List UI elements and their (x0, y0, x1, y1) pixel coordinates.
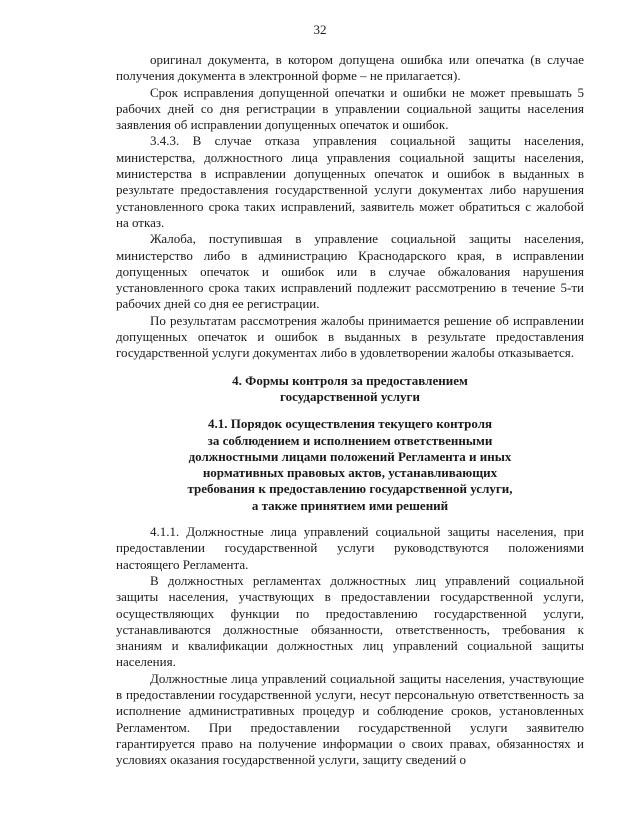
subsection-heading-line: а также принятием ими решений (251, 497, 449, 513)
page-number: 32 (313, 22, 327, 37)
subsection-heading-line: за соблюдением и исполнением ответственными (207, 432, 493, 448)
paragraph-complaint-result: По результатам рассмотрения жалобы принимается решение об исправлении допущенных опечаток и ошибок в выданных в результате предоставления государственной услуги документах либо в удовлетворении жалобы отказывается. (116, 312, 584, 361)
subsection-heading-line: должностными лицами положений Регламента и иных (188, 448, 512, 464)
section-heading-line: 4. Формы контроля за предоставлением (232, 372, 468, 388)
paragraph-responsibility: Должностные лица управлений социальной защиты населения, участвующие в предоставлении государственной услуги, несут персональную ответственность за исполнение административных процедур и соблюдение сроков, установленных Регламентом. При предоставлении государственной услуги заявителю гарантируется право на получение информации о своих правах, обязанностях и условиях оказания государственной услуги, защиту сведений о (116, 670, 584, 768)
section-heading-4 (116, 373, 584, 406)
paragraph-job-regulations: В должностных регламентах должностных лиц управлений социальной защиты населения, участвующих в предоставлении государственной услуги, осуществляющих функции по предоставлению государственной услуги, устанавливаются должностные обязанности, ответственность, требования к знаниям и квалификации должностных лиц управлений социальной защиты населения. (116, 572, 584, 670)
subsection-heading-line: нормативных правовых актов, устанавливающих (202, 465, 498, 481)
subsection-heading-4-1 (116, 416, 584, 514)
paragraph-correction-term: Срок исправления допущенной опечатки и ошибки не может превышать 5 рабочих дней со дня регистрации в управлении социальной защиты населения заявления об исправлении допущенных опечаток и ошибок. (116, 84, 584, 133)
subsection-heading-line: требования к предоставлению государственной услуги, (187, 481, 513, 497)
page-content (116, 52, 584, 768)
section-heading-line: государственной услуги (280, 388, 420, 404)
paragraph-3-4-3: 3.4.3. В случае отказа управления социальной защиты населения, министерства, должностного лица управления социальной защиты населения, министерства в исправлении допущенных опечаток и ошибок в выданных в результате предоставления государственной услуги документах либо нарушения установленного срока таких исправлений, заявитель может обратиться с жалобой на отказ. (116, 133, 584, 230)
paragraph-continuation: оригинал документа, в котором допущена ошибка или опечатка (в случае получения документа в электронной форме – не прилагается). (116, 52, 584, 84)
subsection-heading-line: 4.1. Порядок осуществления текущего контроля (207, 416, 493, 432)
paragraph-complaint: Жалоба, поступившая в управление социальной защиты населения, министерство либо в администрацию Краснодарского края, в исправлении допущенных опечаток и ошибок или в случае обжалования нарушения установленного срока таких исправлений подлежит рассмотрению в течение 5-ти рабочих дней со дня ее регистрации. (116, 231, 584, 312)
paragraph-4-1-1: 4.1.1. Должностные лица управлений социальной защиты населения, при предоставлении государственной услуги руководствуются положениями настоящего Регламента. (116, 524, 584, 572)
